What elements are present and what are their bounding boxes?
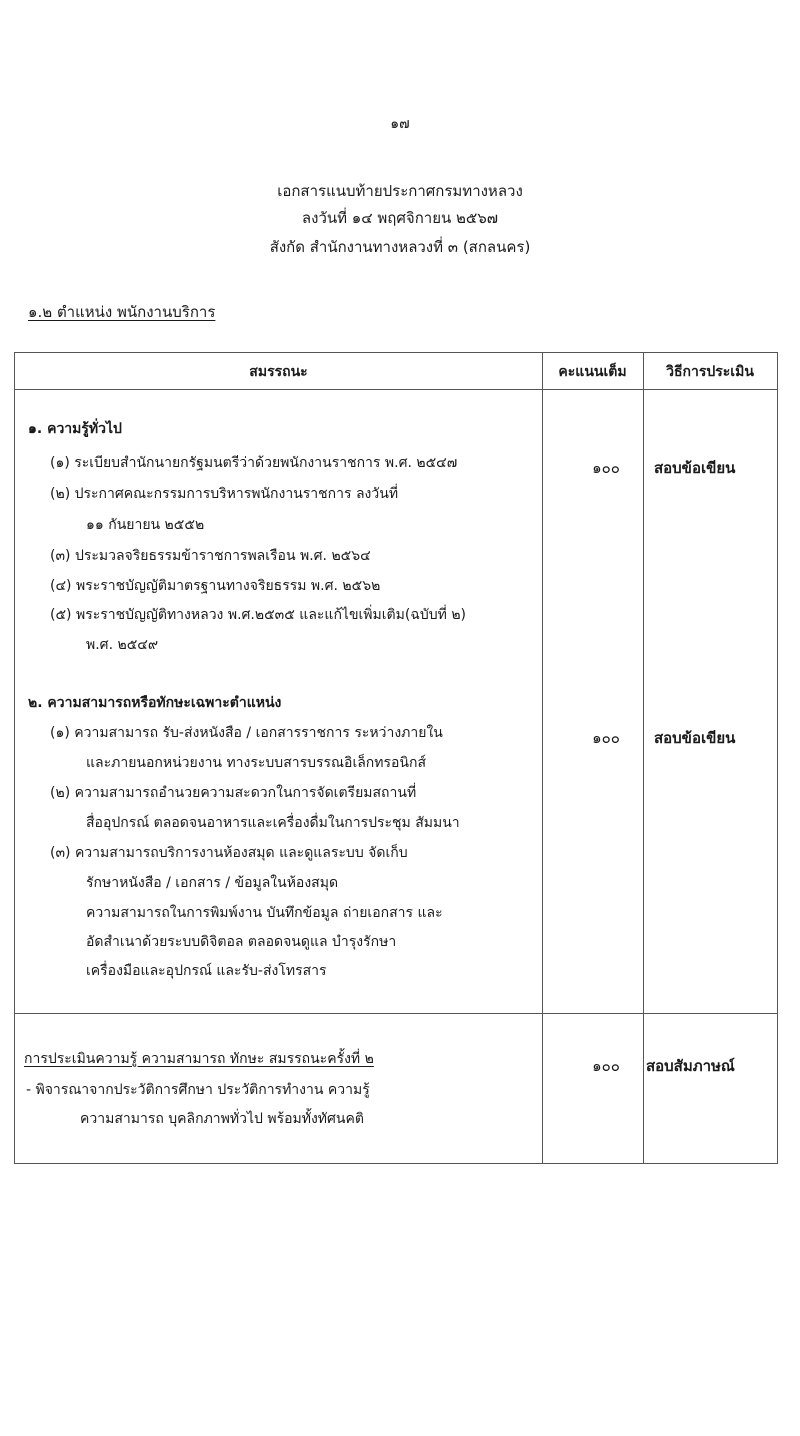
group2-item: รักษาหนังสือ / เอกสาร / ข้อมูลในห้องสมุด — [86, 875, 339, 891]
group2-method: สอบข้อเขียน — [654, 729, 736, 747]
group1-method: สอบข้อเขียน — [654, 459, 736, 477]
group2-item: และภายนอกหน่วยงาน ทางระบบสารบรรณอิเล็กทรอนิกส์ — [86, 755, 427, 771]
header-full-score: คะแนนเต็ม — [558, 364, 627, 380]
document-title: เอกสารแนบท้ายประกาศกรมทางหลวง — [277, 182, 523, 200]
group3-item: - พิจารณาจากประวัติการศึกษา ประวัติการทำงาน ความรู้ — [26, 1082, 370, 1098]
group3-item: ความสามารถ บุคลิกภาพทั่วไป พร้อมทั้งทัศนคติ — [80, 1111, 364, 1127]
page-number: ๑๗ — [390, 116, 410, 132]
column-divider-1 — [542, 353, 543, 1163]
group1-item: (๕) พระราชบัญญัติทางหลวง พ.ศ.๒๕๓๕ และแก้ไขเพิ่มเติม(ฉบับที่ ๒) — [50, 607, 467, 623]
group2-score: ๑๐๐ — [592, 729, 620, 747]
group3-title: การประเมินความรู้ ความสามารถ ทักษะ สมรรถนะครั้งที่ ๒ — [24, 1051, 374, 1067]
group3-score: ๑๐๐ — [592, 1057, 620, 1075]
header-competency: สมรรถนะ — [249, 364, 308, 380]
group2-item: สื่ออุปกรณ์ ตลอดจนอาหารและเครื่องดื่มในการประชุม สัมมนา — [86, 815, 460, 831]
header-method: วิธีการประเมิน — [666, 364, 754, 380]
group1-title: ๑. ความรู้ทั่วไป — [28, 421, 122, 437]
group2-item: (๒) ความสามารถอำนวยความสะดวกในการจัดเตรียมสถานที่ — [50, 785, 417, 801]
group1-item: (๑) ระเบียบสำนักนายกรัฐมนตรีว่าด้วยพนักงานราชการ พ.ศ. ๒๕๔๗ — [50, 455, 458, 471]
group1-score: ๑๐๐ — [592, 459, 620, 477]
group2-item: (๓) ความสามารถบริการงานห้องสมุด และดูแลระบบ จัดเก็บ — [50, 845, 408, 861]
group1-item: ๑๑ กันยายน ๒๕๕๒ — [86, 517, 205, 533]
announcement-date: ลงวันที่ ๑๔ พฤศจิกายน ๒๕๖๗ — [301, 209, 499, 227]
group1-item: (๔) พระราชบัญญัติมาตรฐานทางจริยธรรม พ.ศ. ๒๕๖๒ — [50, 578, 381, 594]
group2-item: อัดสำเนาด้วยระบบดิจิตอล ตลอดจนดูแล บำรุงรักษา — [86, 934, 397, 950]
group2-item: เครื่องมือและอุปกรณ์ และรับ-ส่งโทรสาร — [86, 963, 327, 979]
section-divider — [15, 1013, 777, 1014]
affiliation: สังกัด สำนักงานทางหลวงที่ ๓ (สกลนคร) — [269, 238, 531, 256]
group2-item: ความสามารถในการพิมพ์งาน บันทึกข้อมูล ถ่ายเอกสาร และ — [86, 905, 443, 921]
group2-title: ๒. ความสามารถหรือทักษะเฉพาะตำแหน่ง — [28, 695, 282, 711]
group1-item: พ.ศ. ๒๕๔๙ — [86, 637, 159, 653]
header-divider — [15, 389, 777, 390]
group1-item: (๒) ประกาศคณะกรรมการบริหารพนักงานราชการ ลงวันที่ — [50, 486, 399, 502]
group1-item: (๓) ประมวลจริยธรรมข้าราชการพลเรือน พ.ศ. ๒๕๖๔ — [50, 548, 371, 564]
section-title: ๑.๒ ตำแหน่ง พนักงานบริการ — [28, 303, 216, 321]
group2-item: (๑) ความสามารถ รับ-ส่งหนังสือ / เอกสารราชการ ระหว่างภายใน — [50, 725, 443, 741]
group3-method: สอบสัมภาษณ์ — [646, 1057, 735, 1075]
